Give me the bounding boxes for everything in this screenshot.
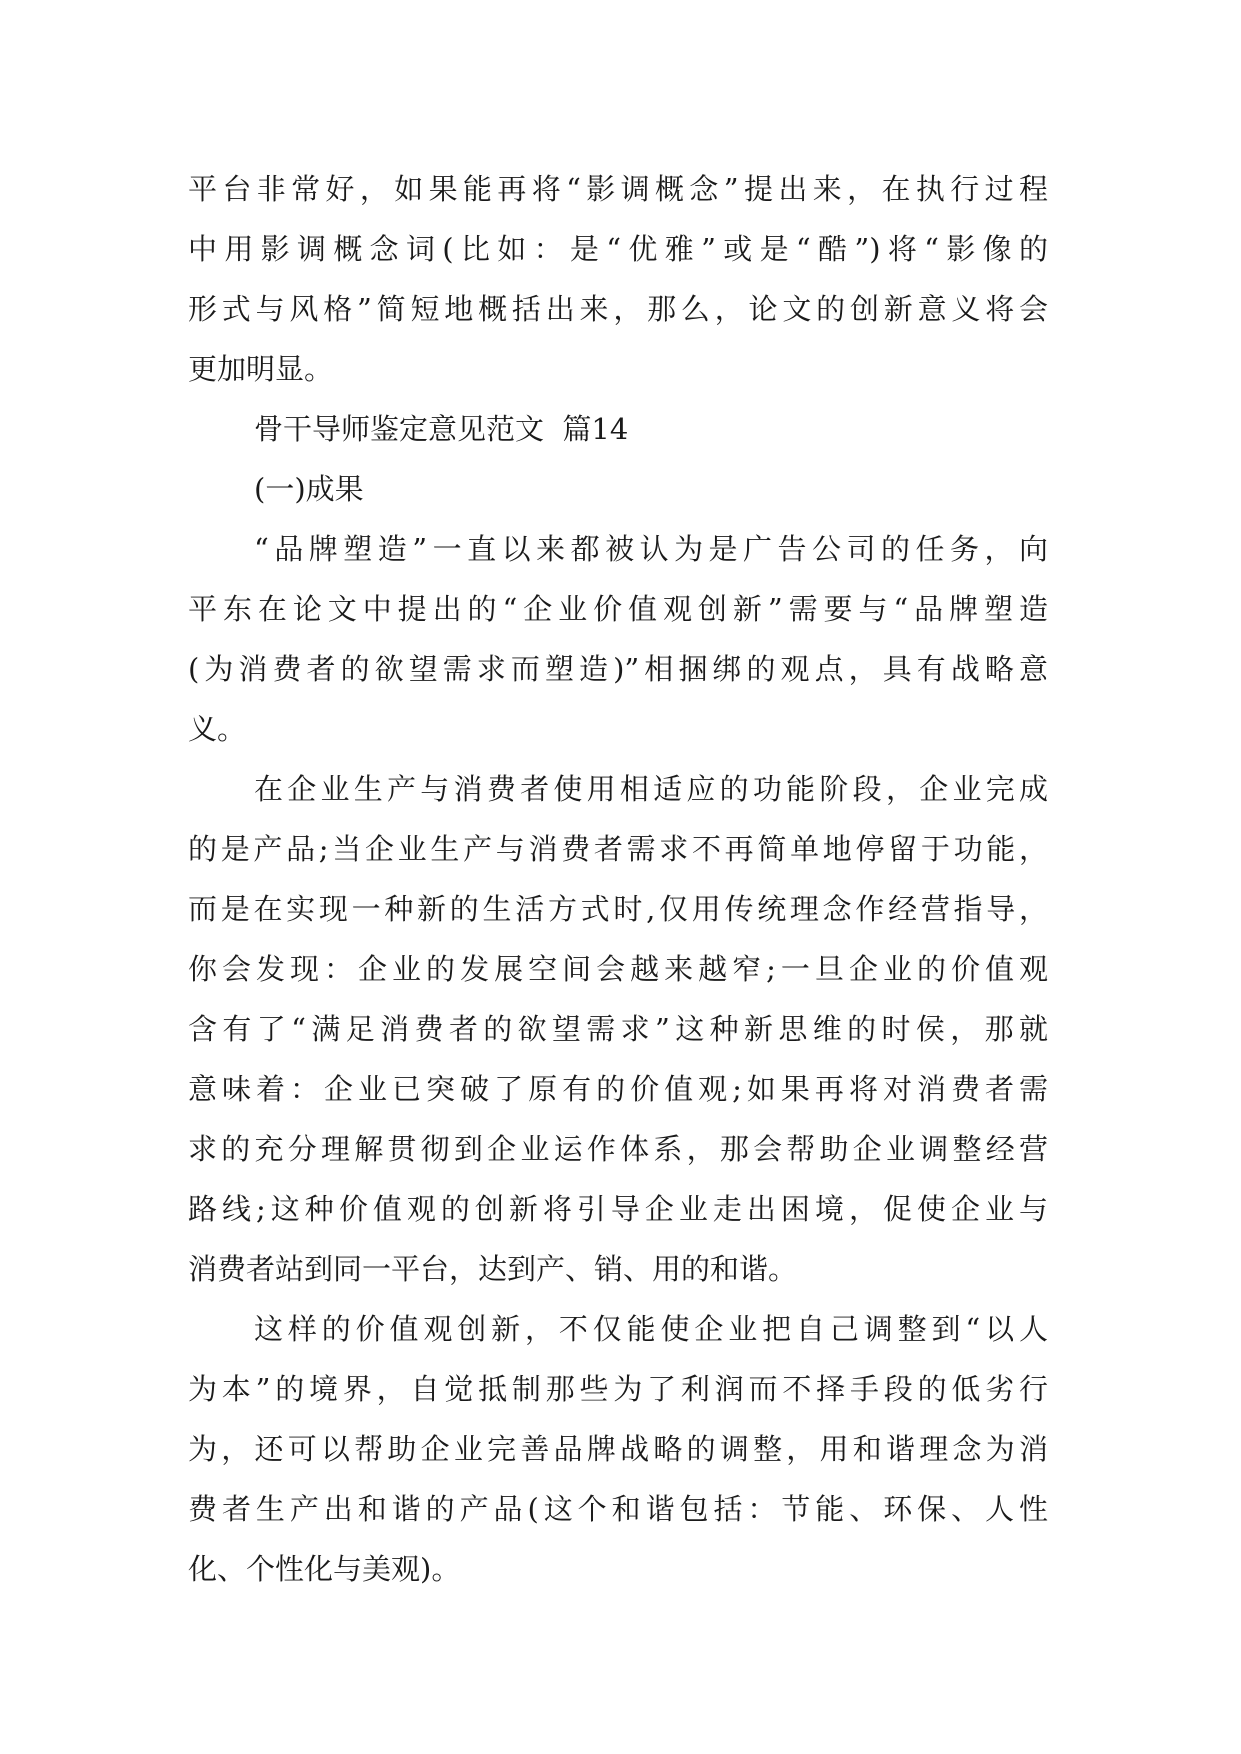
subsection-heading: (一)成果 [254,472,364,506]
text-line: 平东在论文中提出的“企业价值观创新”需要与“品牌塑造 [188,592,1048,626]
text-line: 义。 [188,712,247,746]
text-line: 形式与风格”简短地概括出来，那么，论文的创新意义将会 [188,292,1048,326]
text-line: 更加明显。 [188,352,334,386]
text-line: 求的充分理解贯彻到企业运作体系，那会帮助企业调整经营 [188,1132,1048,1166]
text-line: 为本”的境界，自觉抵制那些为了利润而不择手段的低劣行 [188,1372,1048,1406]
text-line: 的是产品;当企业生产与消费者需求不再简单地停留于功能， [188,832,1048,866]
section-heading: 骨干导师鉴定意见范文 篇14 [254,412,629,446]
text-line: 在企业生产与消费者使用相适应的功能阶段，企业完成 [254,772,1048,806]
text-line: 意味着：企业已突破了原有的价值观;如果再将对消费者需 [188,1072,1048,1106]
text-line: 消费者站到同一平台，达到产、销、用的和谐。 [188,1252,798,1286]
text-line: 你会发现：企业的发展空间会越来越窄;一旦企业的价值观 [188,952,1048,986]
text-line: 而是在实现一种新的生活方式时,仅用传统理念作经营指导， [188,892,1048,926]
text-line: 平台非常好，如果能再将“影调概念”提出来，在执行过程 [188,172,1048,206]
text-line: 中用影调概念词(比如：是“优雅”或是“酷”)将“影像的 [188,232,1048,266]
text-line: “品牌塑造”一直以来都被认为是广告公司的任务，向 [254,532,1048,566]
text-line: 为，还可以帮助企业完善品牌战略的调整，用和谐理念为消 [188,1432,1048,1466]
text-line: (为消费者的欲望需求而塑造)”相捆绑的观点，具有战略意 [188,652,1048,686]
text-line: 含有了“满足消费者的欲望需求”这种新思维的时侯，那就 [188,1012,1048,1046]
text-line: 化、个性化与美观)。 [188,1552,461,1586]
text-line: 路线;这种价值观的创新将引导企业走出困境，促使企业与 [188,1192,1048,1226]
text-line: 这样的价值观创新，不仅能使企业把自己调整到“以人 [254,1312,1048,1346]
text-line: 费者生产出和谐的产品(这个和谐包括：节能、环保、人性 [188,1492,1048,1526]
